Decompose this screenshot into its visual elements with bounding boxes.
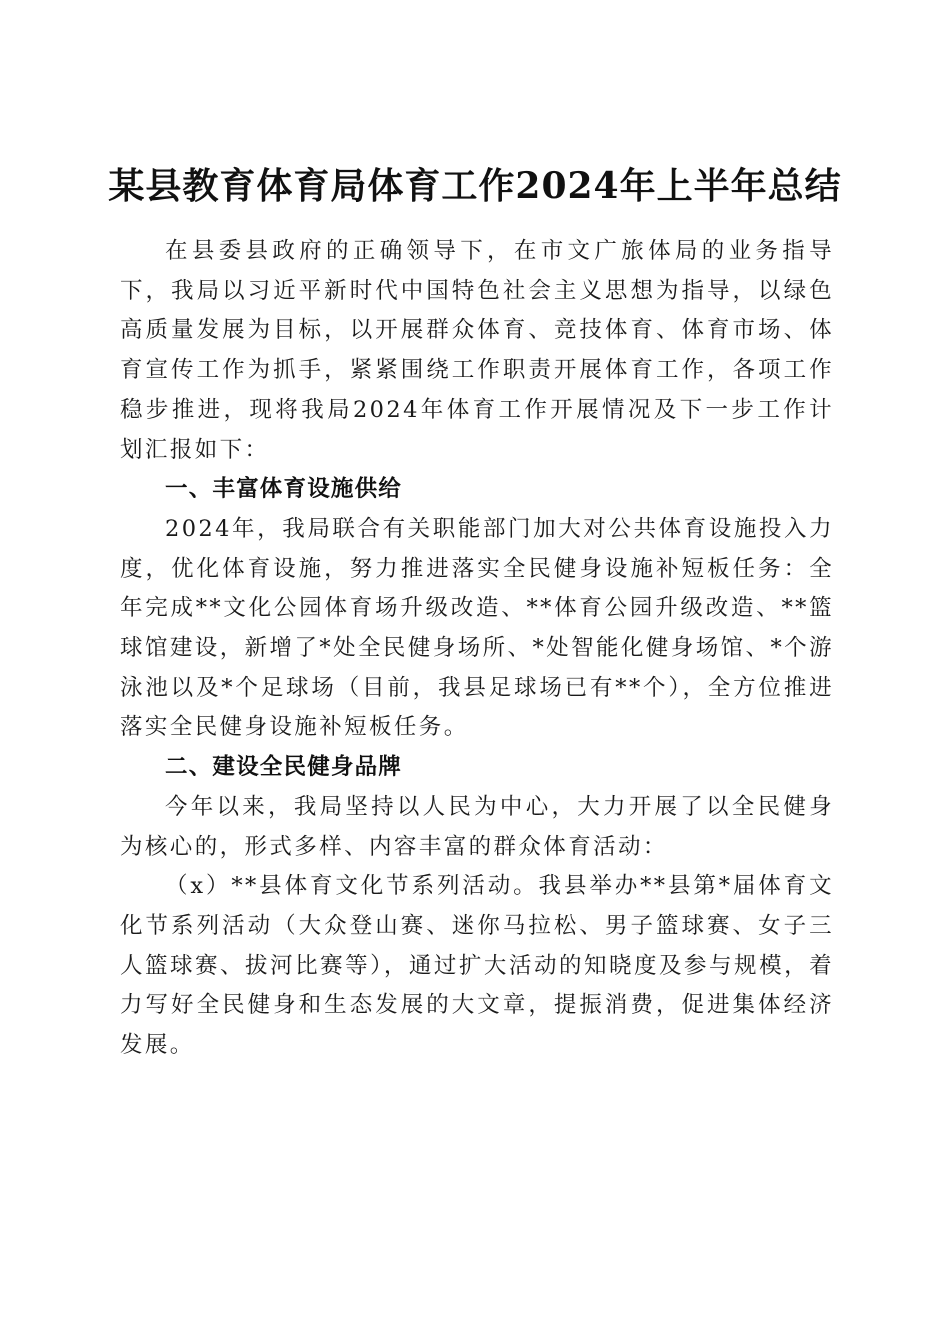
section-heading-fitness-brand: 二、建设全民健身品牌 [165, 754, 403, 781]
section-heading-facilities: 一、丰富体育设施供给 [165, 476, 403, 503]
document-title: 某县教育体育局体育工作2024年上半年总结 [108, 165, 842, 208]
document-body [120, 232, 834, 1066]
intro-paragraph: 在县委县政府的正确领导下，在市文广旅体局的业务指导下，我局以习近平新时代中国特色社会主义思想为指导，以绿色高质量发展为目标，以开展群众体育、竞技体育、体育市场、体育宣传工作为抓手，紧紧围绕工作职责开展体育工作，各项工作稳步推进，现将我局2024年体育工作开展情况及下一步工作计划汇报如下： [120, 238, 834, 463]
culture-festival-paragraph: （x）**县体育文化节系列活动。我县举办**县第*届体育文化节系列活动（大众登山赛、迷你马拉松、男子篮球赛、女子三人篮球赛、拔河比赛等），通过扩大活动的知晓度及参与规模，着力写好全民健身和生态发展的大文章，提振消费，促进集体经济发展。 [120, 873, 834, 1059]
fitness-brand-paragraph: 今年以来，我局坚持以人民为中心，大力开展了以全民健身为核心的，形式多样、内容丰富的群众体育活动： [120, 793, 834, 860]
facilities-paragraph: 2024年，我局联合有关职能部门加大对公共体育设施投入力度，优化体育设施，努力推进落实全民健身设施补短板任务：全年完成**文化公园体育场升级改造、**体育公园升级改造、**篮球馆建设，新增了*处全民健身场所、*处智能化健身场馆、*个游泳池以及*个足球场（目前，我县足球场已有**个），全方位推进落实全民健身设施补短板任务。 [120, 515, 834, 741]
